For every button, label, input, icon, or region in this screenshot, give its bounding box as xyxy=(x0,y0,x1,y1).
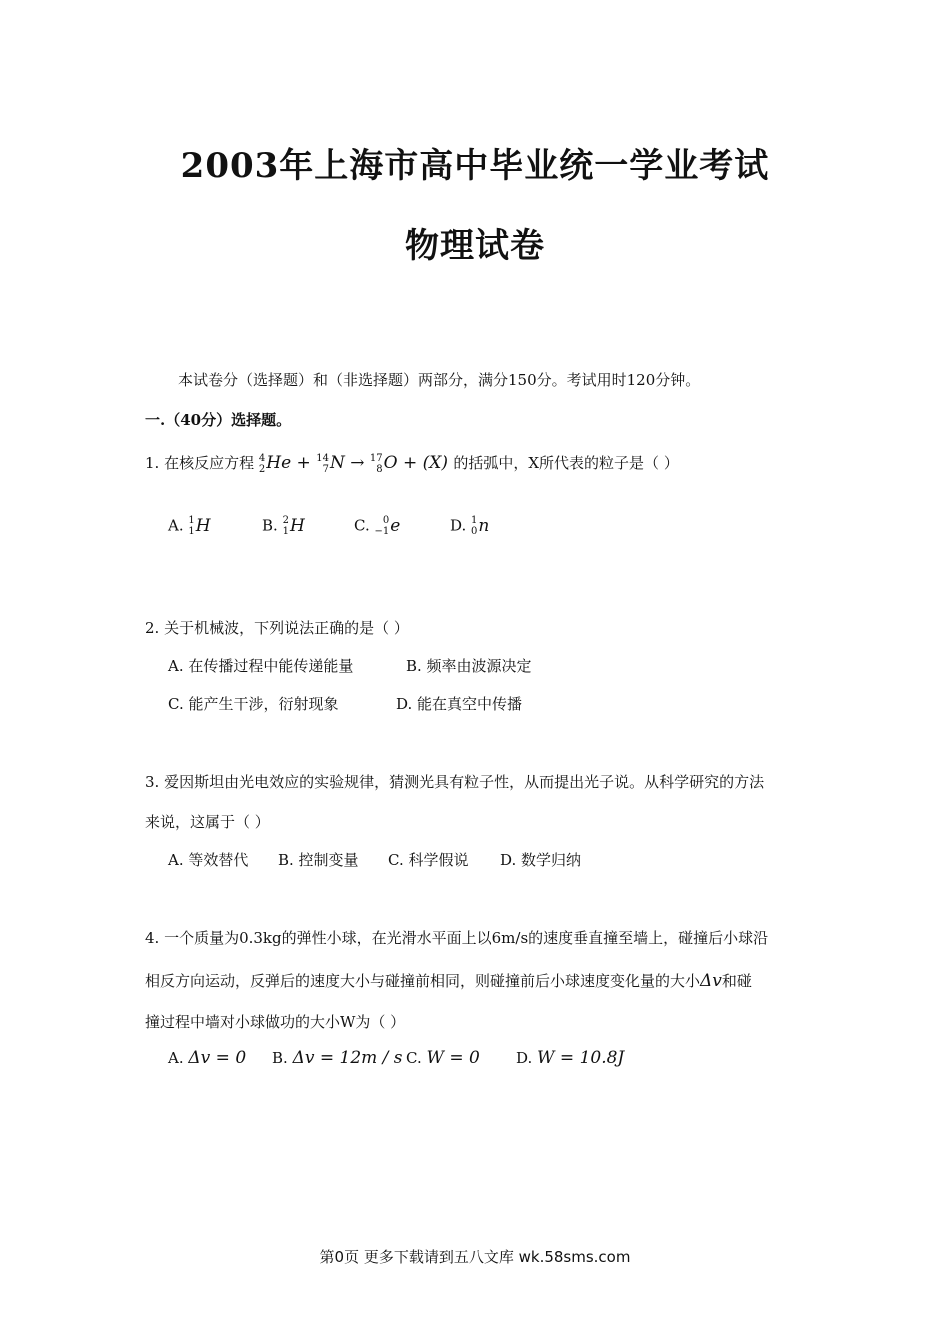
question-4-line-2: 相反方向运动，反弹后的速度大小与碰撞前相同，则碰撞前后小球速度变化量的大小Δv和碰 xyxy=(145,971,752,991)
q1-suffix: 的括弧中，X所代表的粒子是（ ） xyxy=(453,454,679,472)
page-footer: 第0页 更多下载请到五八文库 wk.58sms.com xyxy=(319,1248,631,1266)
q4-option-c: C. W = 0 xyxy=(406,1048,480,1068)
question-1 xyxy=(145,452,679,475)
section-heading: 一.（40分）选择题。 xyxy=(145,411,292,429)
question-3-line-2: 来说，这属于（ ） xyxy=(145,813,270,831)
question-4-line-1: 4. 一个质量为0.3kg的弹性小球，在光滑水平面上以6m/s的速度垂直撞至墙上，碰撞后小球沿 xyxy=(145,929,769,947)
question-3-line-1: 3. 爱因斯坦由光电效应的实验规律，猜测光具有粒子性，从而提出光子说。从科学研究的方法 xyxy=(145,773,765,791)
q4-option-b: B. Δv = 12m / s xyxy=(272,1048,403,1068)
q1-equation: 4 2 He + 14 7 N → 17 8 O + (X) xyxy=(258,452,448,475)
q1-option-c: C. 0 −1 e xyxy=(354,515,401,537)
q2-option-b: B. 频率由波源决定 xyxy=(406,657,532,675)
q1-option-b: B. 2 1 H xyxy=(262,515,305,537)
title-line-1: 2003年上海市高中毕业统一学业考试 xyxy=(180,146,770,186)
q1-option-a: A. 1 1 H xyxy=(168,515,211,537)
q2-option-a: A. 在传播过程中能传递能量 xyxy=(168,657,354,675)
q4-option-d: D. W = 10.8J xyxy=(516,1048,625,1068)
question-2: 2. 关于机械波，下列说法正确的是（ ） xyxy=(145,619,409,637)
q3-option-a: A. 等效替代 xyxy=(168,851,249,869)
title-line-2: 物理试卷 xyxy=(405,226,545,266)
q2-option-c: C. 能产生干涉，衍射现象 xyxy=(168,695,339,713)
q4-option-a: A. Δv = 0 xyxy=(168,1048,247,1068)
q3-option-b: B. 控制变量 xyxy=(278,851,359,869)
intro-text: 本试卷分（选择题）和（非选择题）两部分，满分150分。考试用时120分钟。 xyxy=(178,371,701,389)
q2-option-d: D. 能在真空中传播 xyxy=(396,695,523,713)
q1-option-d: D. 1 0 n xyxy=(450,515,490,537)
question-4-line-3: 撞过程中墙对小球做功的大小W为（ ） xyxy=(145,1013,406,1031)
q3-option-c: C. 科学假说 xyxy=(388,851,469,869)
q1-prefix: 1. 在核反应方程 xyxy=(145,454,255,472)
q3-option-d: D. 数学归纳 xyxy=(500,851,582,869)
